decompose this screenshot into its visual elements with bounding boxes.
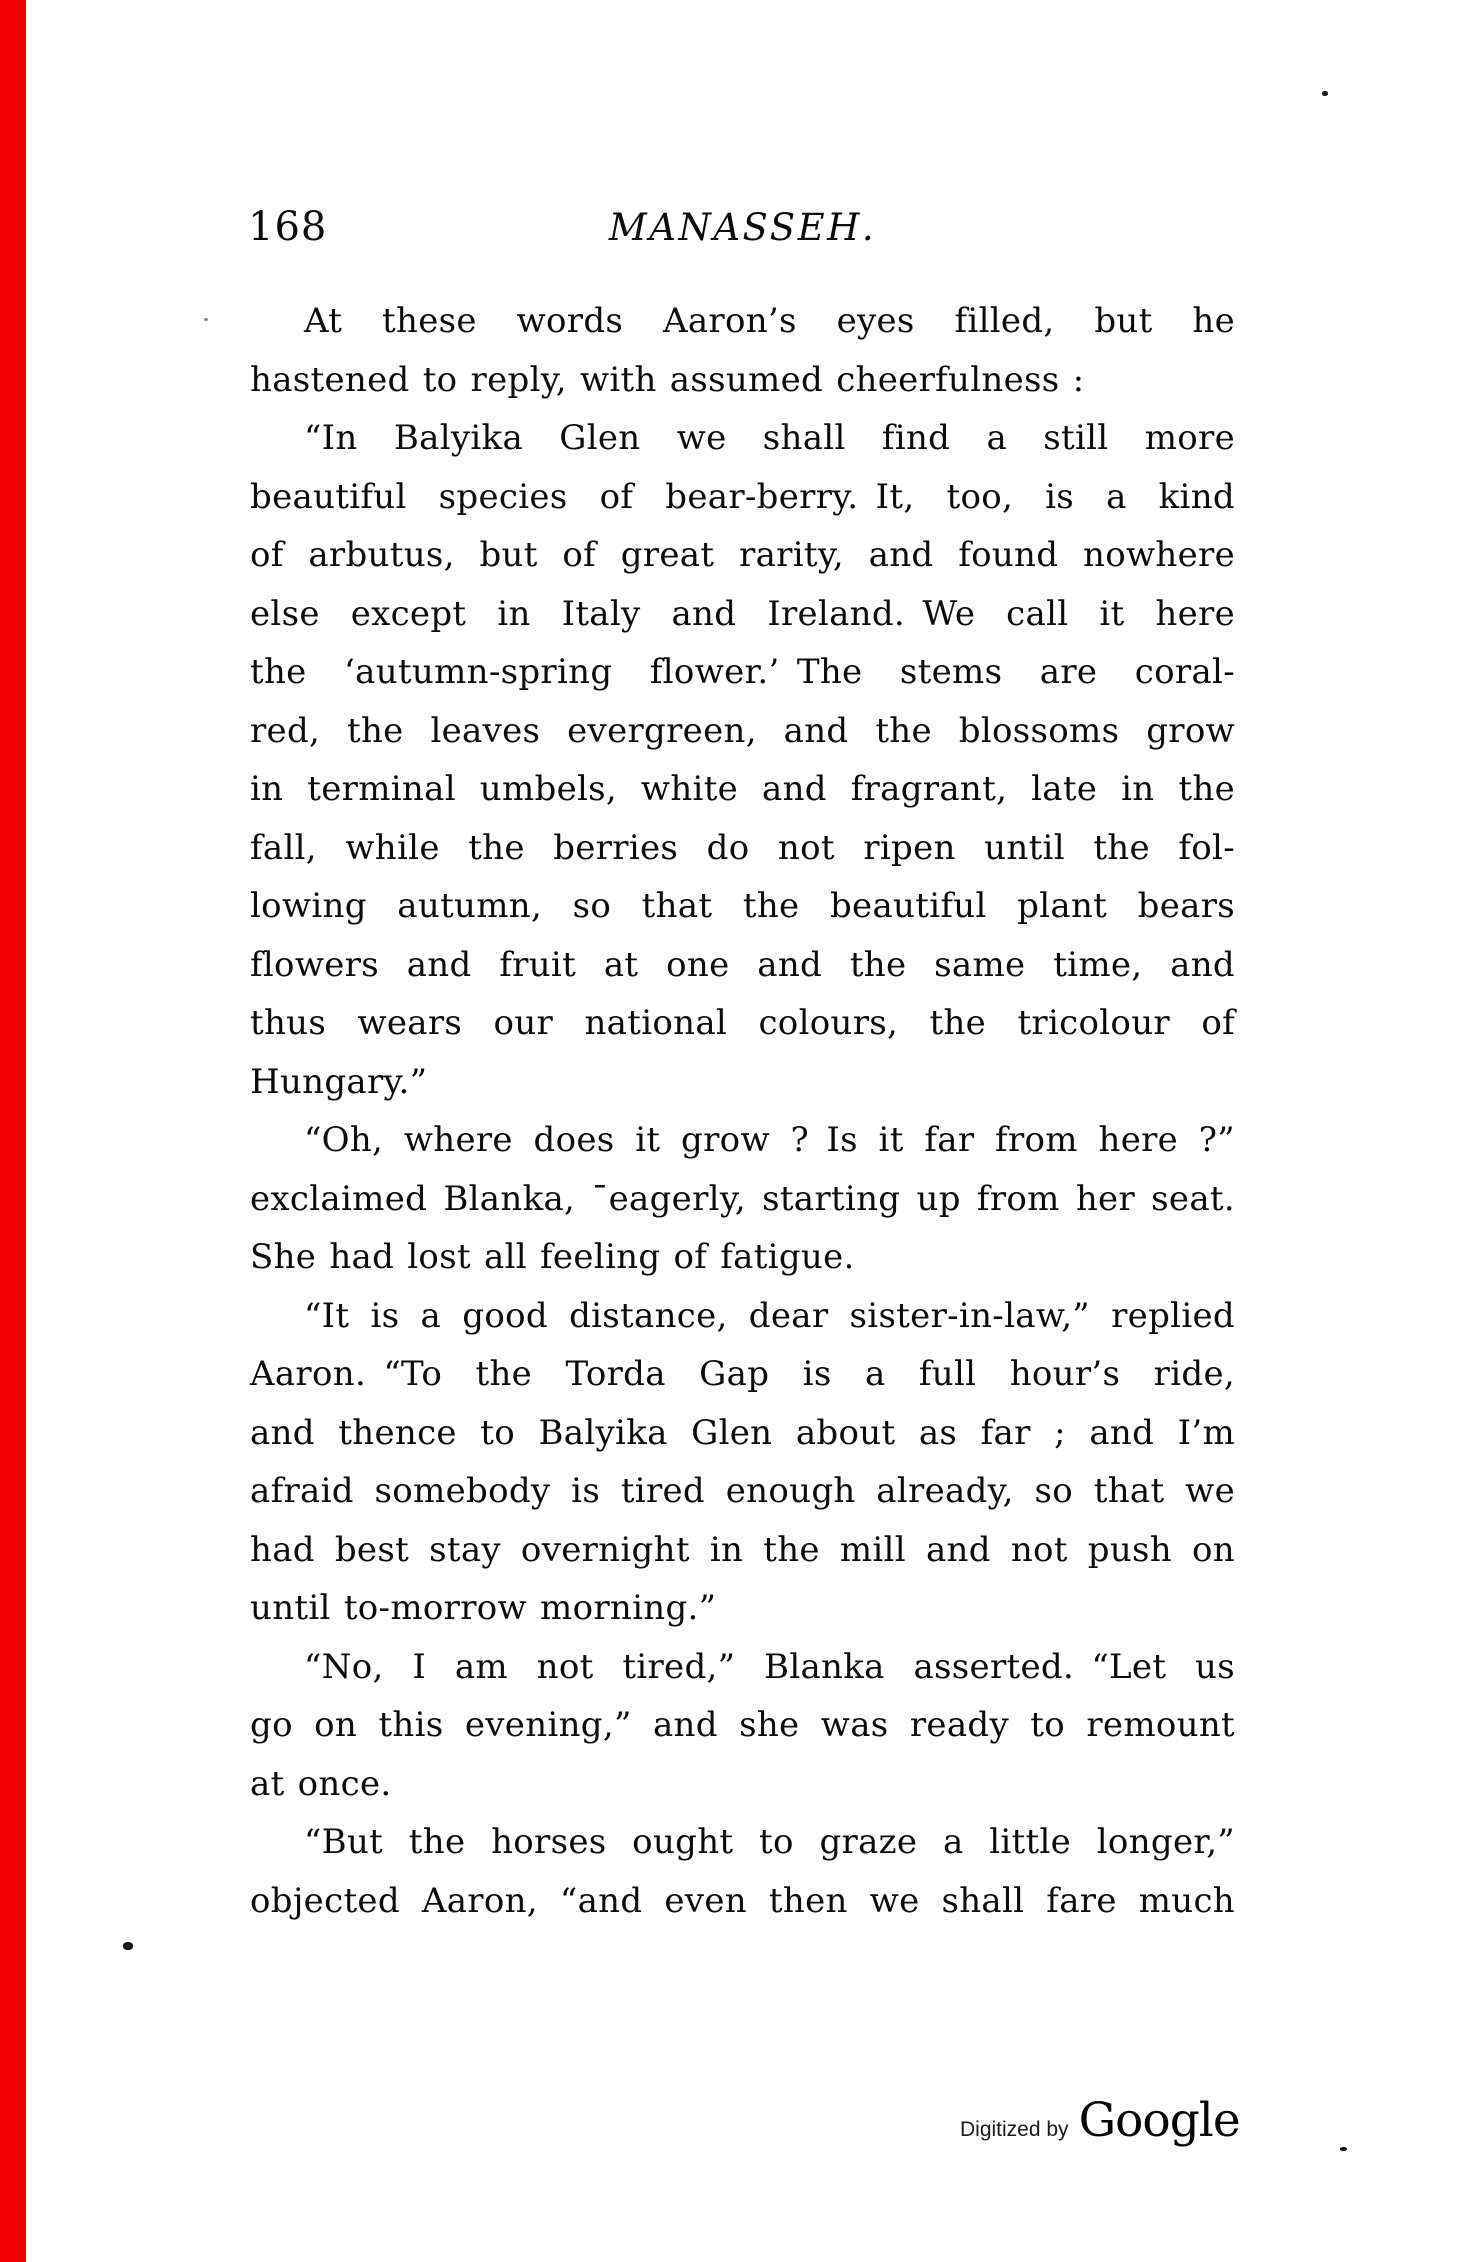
ink-speck-left-margin bbox=[204, 318, 208, 321]
text-line: thus wears our national colours, the tricolour of bbox=[250, 1003, 1235, 1043]
text-line: objected Aaron, “and even then we shall fare much bbox=[250, 1880, 1235, 1921]
text-line: fall, while the berries do not ripen until the fol- bbox=[250, 827, 1235, 868]
text-line: had best stay overnight in the mill and not push on bbox=[250, 1529, 1235, 1570]
ink-speck-footer-right bbox=[1340, 2147, 1347, 2151]
text-block bbox=[250, 292, 1235, 1930]
text-line: in terminal umbels, white and fragrant, late in the bbox=[250, 769, 1235, 809]
running-title: MANASSEH. bbox=[608, 206, 877, 249]
text-line: “No, I am not tired,” Blanka asserted. “Let us bbox=[304, 1646, 1235, 1687]
scan-edge-strip bbox=[0, 0, 26, 2262]
digitized-footer bbox=[960, 2093, 1240, 2148]
text-line: afraid somebody is tired enough already, so that we bbox=[250, 1471, 1235, 1511]
text-line: “In Balyika Glen we shall find a still more bbox=[304, 418, 1235, 458]
text-line: beautiful species of bear-berry. It, too, is a kind bbox=[250, 476, 1235, 517]
text-line: Aaron. “To the Torda Gap is a full hour’s ride, bbox=[250, 1354, 1235, 1394]
text-line: “Oh, where does it grow ? Is it far from here ?” bbox=[304, 1120, 1235, 1160]
text-line: “It is a good distance, dear sister-in-law,” replied bbox=[304, 1295, 1235, 1336]
page-number: 168 bbox=[248, 204, 328, 250]
text-line: until to-morrow morning.” bbox=[250, 1588, 717, 1628]
text-line: Hungary.” bbox=[250, 1061, 428, 1102]
ink-speck-bottom-left bbox=[123, 1942, 133, 1950]
text-line: She had lost all feeling of fatigue. bbox=[250, 1237, 855, 1277]
text-line: At these words Aaron’s eyes filled, but he bbox=[304, 301, 1235, 341]
ink-speck-top-right bbox=[1322, 91, 1328, 96]
text-line: hastened to reply, with assumed cheerfulness : bbox=[250, 359, 1085, 400]
digitized-by-label: Digitized by bbox=[960, 2118, 1069, 2141]
text-line: exclaimed Blanka, ¯eagerly, starting up from her seat. bbox=[250, 1178, 1235, 1219]
text-line: else except in Italy and Ireland. We call it here bbox=[250, 593, 1235, 634]
text-line: of arbutus, but of great rarity, and found nowhere bbox=[250, 535, 1235, 575]
digitizer-logo: Google bbox=[1078, 2093, 1240, 2148]
text-line: at once. bbox=[250, 1763, 392, 1804]
text-line: flowers and fruit at one and the same time, and bbox=[250, 944, 1235, 985]
text-line: the ‘autumn-spring flower.’ The stems are coral- bbox=[250, 652, 1235, 692]
text-line: go on this evening,” and she was ready to remount bbox=[250, 1705, 1235, 1745]
text-line: lowing autumn, so that the beautiful plant bears bbox=[250, 886, 1235, 926]
text-line: “But the horses ought to graze a little longer,” bbox=[304, 1822, 1235, 1862]
text-line: red, the leaves evergreen, and the blossoms grow bbox=[250, 710, 1235, 751]
text-line: and thence to Balyika Glen about as far ; and I’m bbox=[250, 1412, 1235, 1453]
